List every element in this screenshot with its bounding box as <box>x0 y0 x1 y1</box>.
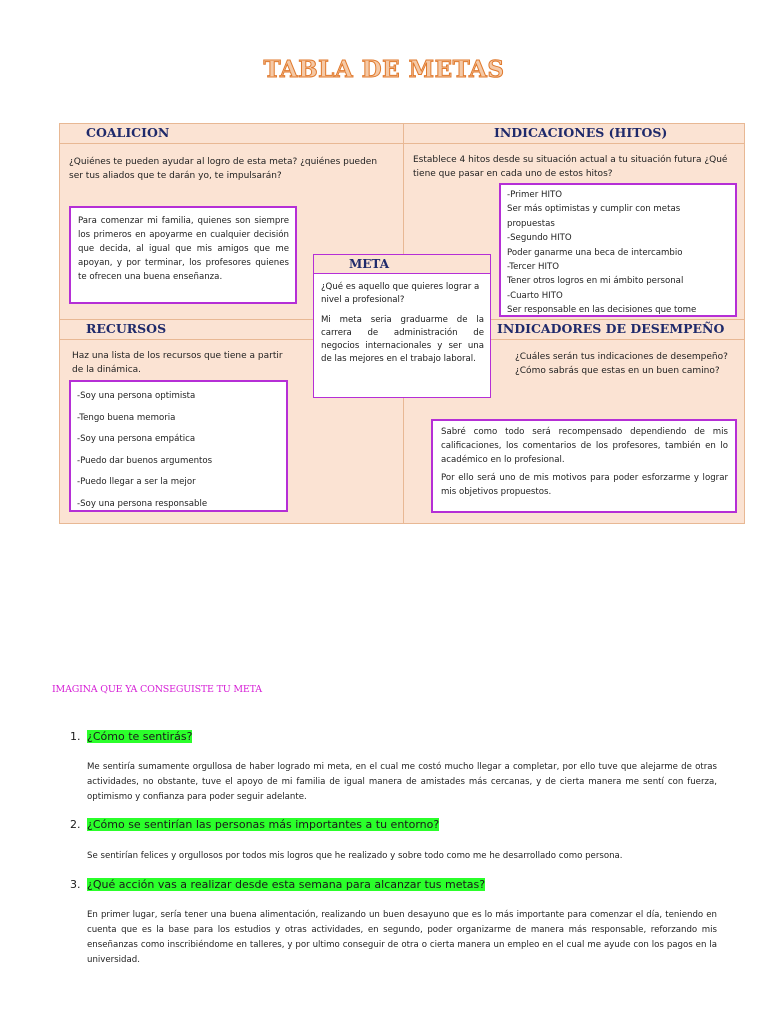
coalicion-answer-box <box>69 206 297 304</box>
desempeno-question-2: ¿Cómo sabrás que estas en un buen camino? <box>515 366 720 376</box>
recursos-question: Haz una lista de los recursos que tiene a partir de la dinámica. <box>72 351 283 375</box>
question-1 <box>70 730 192 743</box>
table-divider <box>59 143 745 144</box>
recurso-item: -Puedo dar buenos argumentos <box>77 455 213 466</box>
answer-3: En primer lugar, sería tener una buena alimentación, realizando un buen desayuno que es lo más importante para comenzar el día, teniendo en cuenta que es la base para los estudios y otras actividades, en segundo, poder organizarme de manera más responsable, reforzando mis enseñanzas como inscribiéndome en talleres, y por ultimo conseguir de otra o cierta manera un empleo en el cual me ayude con los pagos en la universidad. <box>87 910 717 965</box>
recurso-item: -Puedo llegar a ser la mejor <box>77 477 196 488</box>
answer-2: Se sentirían felices y orgullosos por todos mis logros que he realizado y sobre todo como me he desarrollado como persona. <box>87 851 623 861</box>
desempeno-heading: INDICADORES DE DESEMPEÑO <box>497 321 725 336</box>
question-text: ¿Cómo se sentirían las personas más importantes a tu entorno? <box>87 818 440 831</box>
question-number: 2. <box>70 818 81 831</box>
page-title: TABLA DE METAS <box>263 56 505 83</box>
recurso-item: -Soy una persona responsable <box>77 498 208 509</box>
indicaciones-heading: INDICACIONES (HITOS) <box>494 125 668 140</box>
desempeno-answer-2: Por ello será uno de mis motivos para poder esforzarme y lograr mis objetivos propuestos. <box>441 473 728 497</box>
recursos-box <box>69 380 288 512</box>
recurso-item: -Tengo buena memoria <box>77 412 176 423</box>
meta-answer: Mi meta seria graduarme de la carrera de administración de negocios internacionales y ser una de las mejores en el trabajo laboral. <box>321 315 484 364</box>
hito-item: -Primer HITO <box>507 190 562 200</box>
meta-question: ¿Qué es aquello que quieres lograr a nivel a profesional? <box>321 282 480 305</box>
hito-item: Ser responsable en las decisiones que tome <box>507 305 697 316</box>
question-text: ¿Qué acción vas a realizar desde esta semana para alcanzar tus metas? <box>87 878 486 891</box>
desempeno-question-1: ¿Cuáles serán tus indicaciones de desempeño? <box>515 352 728 362</box>
desempeno-answer-box <box>431 419 737 513</box>
imagina-heading: IMAGINA QUE YA CONSEGUISTE TU META <box>52 684 262 695</box>
hitos-box <box>499 183 737 317</box>
question-2 <box>70 818 439 831</box>
question-text: ¿Cómo te sentirás? <box>87 730 193 743</box>
hito-item: -Segundo HITO <box>507 233 572 244</box>
recurso-item: -Soy una persona optimista <box>77 391 196 401</box>
hito-item: -Tercer HITO <box>507 262 560 273</box>
coalicion-question: ¿Quiénes te pueden ayudar al logro de esta meta? ¿quiénes pueden ser tus aliados que te darán yo, te impulsarán? <box>69 157 378 181</box>
coalicion-heading: COALICION <box>86 125 170 140</box>
coalicion-answer: Para comenzar mi familia, quienes son siempre los primeros en apoyarme en cualquier decisión que decida, al igual que mis amigos que me apoyan, y por terminar, los profesores quienes te ofrecen una buena enseñanza. <box>78 216 289 282</box>
recurso-item: -Soy una persona empática <box>77 434 196 445</box>
indicaciones-question: Establece 4 hitos desde su situación actual a tu situación futura ¿Qué tiene que pasar en cada uno de estos hitos? <box>413 155 728 179</box>
question-number: 1. <box>70 730 81 743</box>
meta-heading: META <box>313 254 491 274</box>
question-number: 3. <box>70 878 81 891</box>
hito-item: Tener otros logros en mi ámbito personal <box>507 276 684 287</box>
desempeno-answer-1: Sabré como todo será recompensado dependiendo de mis calificaciones, los comentarios de los profesores, también en lo académico en lo profesional. <box>441 427 728 465</box>
meta-box <box>313 273 491 398</box>
recursos-heading: RECURSOS <box>86 321 167 336</box>
question-3 <box>70 878 485 891</box>
hito-item: Poder ganarme una beca de intercambio <box>507 247 683 258</box>
answer-1: Me sentiría sumamente orgullosa de haber logrado mi meta, en el cual me costó mucho llegar a completar, por ello tuve que alejarme de otras actividades, no obstante, tuve el apoyo de mi familia de igual manera de amistades más cercanas, y de cierta manera me sentí con fuerza, optimismo y confianza para poder seguir adelante. <box>87 762 717 802</box>
hito-item: Ser más optimistas y cumplir con metas propuestas <box>507 204 681 229</box>
hito-item: -Cuarto HITO <box>507 290 563 301</box>
